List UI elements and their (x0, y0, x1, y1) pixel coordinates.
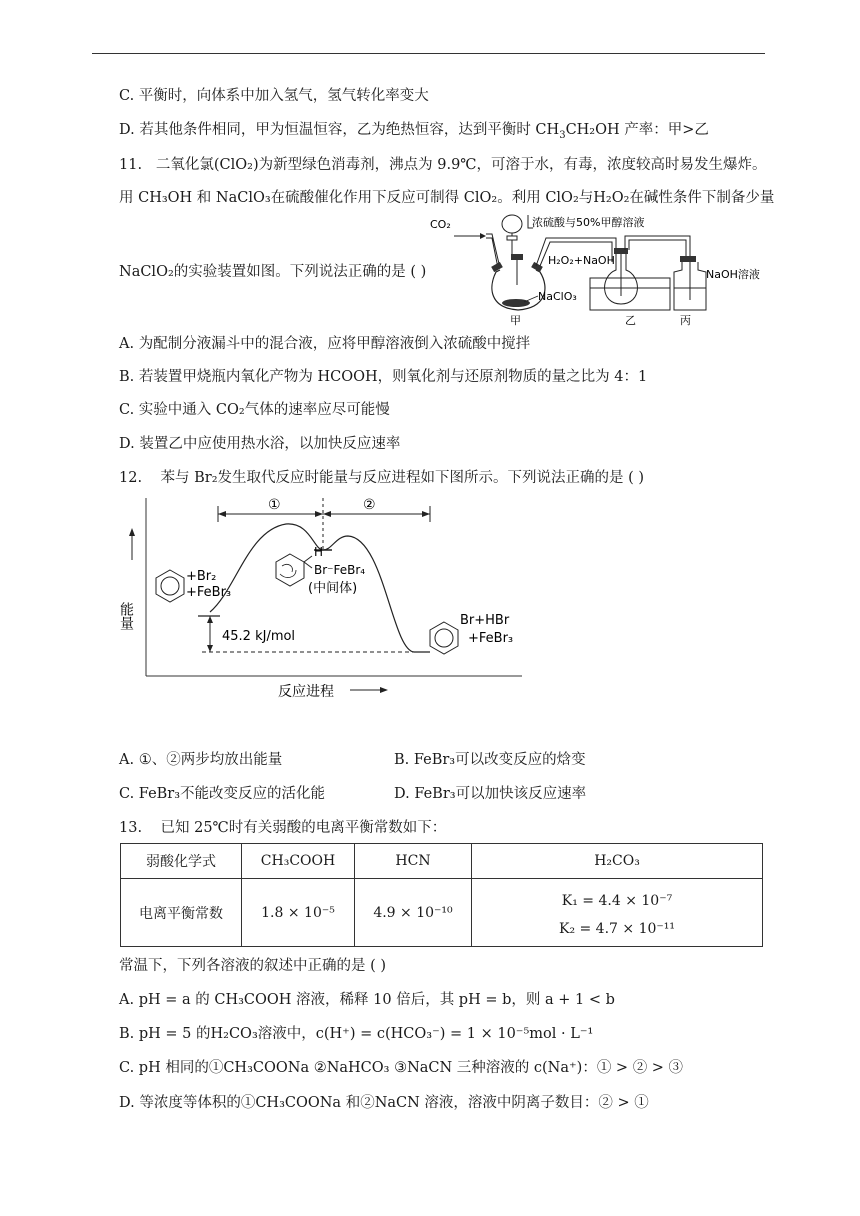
label-jia: 甲 (510, 314, 521, 327)
table-header-cell: CH₃COOH (242, 844, 355, 879)
x-axis-label: 反应进程 (278, 684, 334, 700)
funnel-label: 浓硫酸与50%甲醇溶液 (532, 216, 645, 229)
q13-option-a: A. pH = a 的 CH₃COOH 溶液，稀释 10 倍后，其 pH = b，则 a + 1 < b (119, 992, 615, 1008)
intermediate-h: H (314, 545, 324, 559)
q13-option-b: B. pH = 5 的H₂CO₃溶液中，c(H⁺) = c(HCO₃⁻) = 1 × 10⁻⁵mol · L⁻¹ (119, 1026, 594, 1042)
q12-energy-diagram (118, 490, 548, 710)
q13-option-d: D. 等浓度等体积的①CH₃COONa 和②NaCN 溶液，溶液中阴离子数目：② > ① (119, 1095, 649, 1111)
co2-label: CO₂ (430, 218, 451, 231)
intermediate-label: (中间体) (308, 581, 358, 596)
q12-option-a: A. ①、②两步均放出能量 (119, 752, 283, 768)
header-rule (92, 53, 765, 54)
q11-number: 11. (119, 157, 143, 173)
k2-value: K₂ = 4.7 × 10⁻¹¹ (558, 920, 676, 937)
table-cell: 电离平衡常数 (121, 879, 242, 947)
q13-after-table: 常温下，下列各溶液的叙述中正确的是 ( ) (119, 958, 387, 974)
q12-number: 12. (119, 470, 143, 486)
table-cell: 4.9 × 10⁻¹⁰ (355, 879, 472, 947)
table-header-row (121, 844, 763, 879)
q10-option-c: C. 平衡时，向体系中加入氢气，氢气转化率变大 (119, 88, 429, 104)
table-row (121, 879, 763, 947)
product-br-hbr: Br+HBr (460, 613, 510, 628)
q11-option-b: B. 若装置甲烧瓶内氧化产物为 HCOOH，则氧化剂与还原剂物质的量之比为 4：1 (119, 369, 648, 385)
label-bing: 丙 (680, 314, 691, 327)
product-febr3: +FeBr₃ (468, 631, 514, 646)
intermediate-br: Br⁻FeBr₄ (314, 563, 366, 577)
label-yi: 乙 (625, 314, 636, 327)
reactant-febr3: +FeBr₃ (186, 585, 232, 600)
q12-stem: 12. 苯与 Br₂发生取代反应时能量与反应进程如下图所示。下列说法正确的是 ( ) (119, 470, 645, 486)
q12-option-b: B. FeBr₃可以改变反应的焓变 (394, 752, 586, 768)
reactant-br2: +Br₂ (186, 569, 217, 584)
energy-value: 45.2 kJ/mol (222, 629, 296, 644)
q13-stem: 13. 已知 25℃时有关弱酸的电离平衡常数如下： (119, 820, 447, 836)
table-header-cell: 弱酸化学式 (121, 844, 242, 879)
step2-label: ② (363, 497, 376, 513)
q13-option-c: C. pH 相同的①CH₃COONa ②NaHCO₃ ③NaCN 三种溶液的 c(Na⁺)：① > ② > ③ (119, 1060, 684, 1076)
q13-number: 13. (119, 820, 143, 836)
q11-option-a: A. 为配制分液漏斗中的混合液，应将甲醇溶液倒入浓硫酸中搅拌 (119, 336, 531, 352)
q11-line1: 11. 二氧化氯(ClO₂)为新型绿色消毒剂，沸点为 9.9℃，可溶于水，有毒，浓度较高时易发生爆炸。 (119, 157, 767, 173)
ionization-constant-table (120, 843, 763, 947)
table-cell (472, 879, 763, 947)
h2o2-label: H₂O₂+NaOH (548, 254, 615, 267)
q11-option-d: D. 装置乙中应使用热水浴，以加快反应速率 (119, 436, 401, 452)
q11-option-c: C. 实验中通入 CO₂气体的速率应尽可能慢 (119, 402, 390, 418)
table-header-cell: H₂CO₃ (472, 844, 763, 879)
q11-line2: 用 CH₃OH 和 NaClO₃在硫酸催化作用下反应可制得 ClO₂。利用 ClO₂与H₂O₂在碱性条件下制备少量 (119, 190, 775, 206)
table-header-cell: HCN (355, 844, 472, 879)
naclo3-label: NaClO₃ (538, 290, 577, 303)
q11-line3: NaClO₂的实验装置如图。下列说法正确的是 ( ) (119, 264, 427, 280)
y-axis-label: 能量 (118, 602, 134, 630)
q12-option-c: C. FeBr₃不能改变反应的活化能 (119, 786, 326, 802)
naoh-label: NaOH溶液 (706, 268, 760, 281)
k1-value: K₁ = 4.4 × 10⁻⁷ (561, 892, 673, 909)
table-cell: 1.8 × 10⁻⁵ (242, 879, 355, 947)
step1-label: ① (268, 497, 281, 513)
q12-option-d: D. FeBr₃可以加快该反应速率 (394, 786, 587, 802)
q11-apparatus-diagram (428, 210, 773, 330)
q10-option-d: D. 若其他条件相同，甲为恒温恒容，乙为绝热恒容，达到平衡时 $CH_3CH_2OH$ 产率：甲>乙 (119, 122, 709, 141)
